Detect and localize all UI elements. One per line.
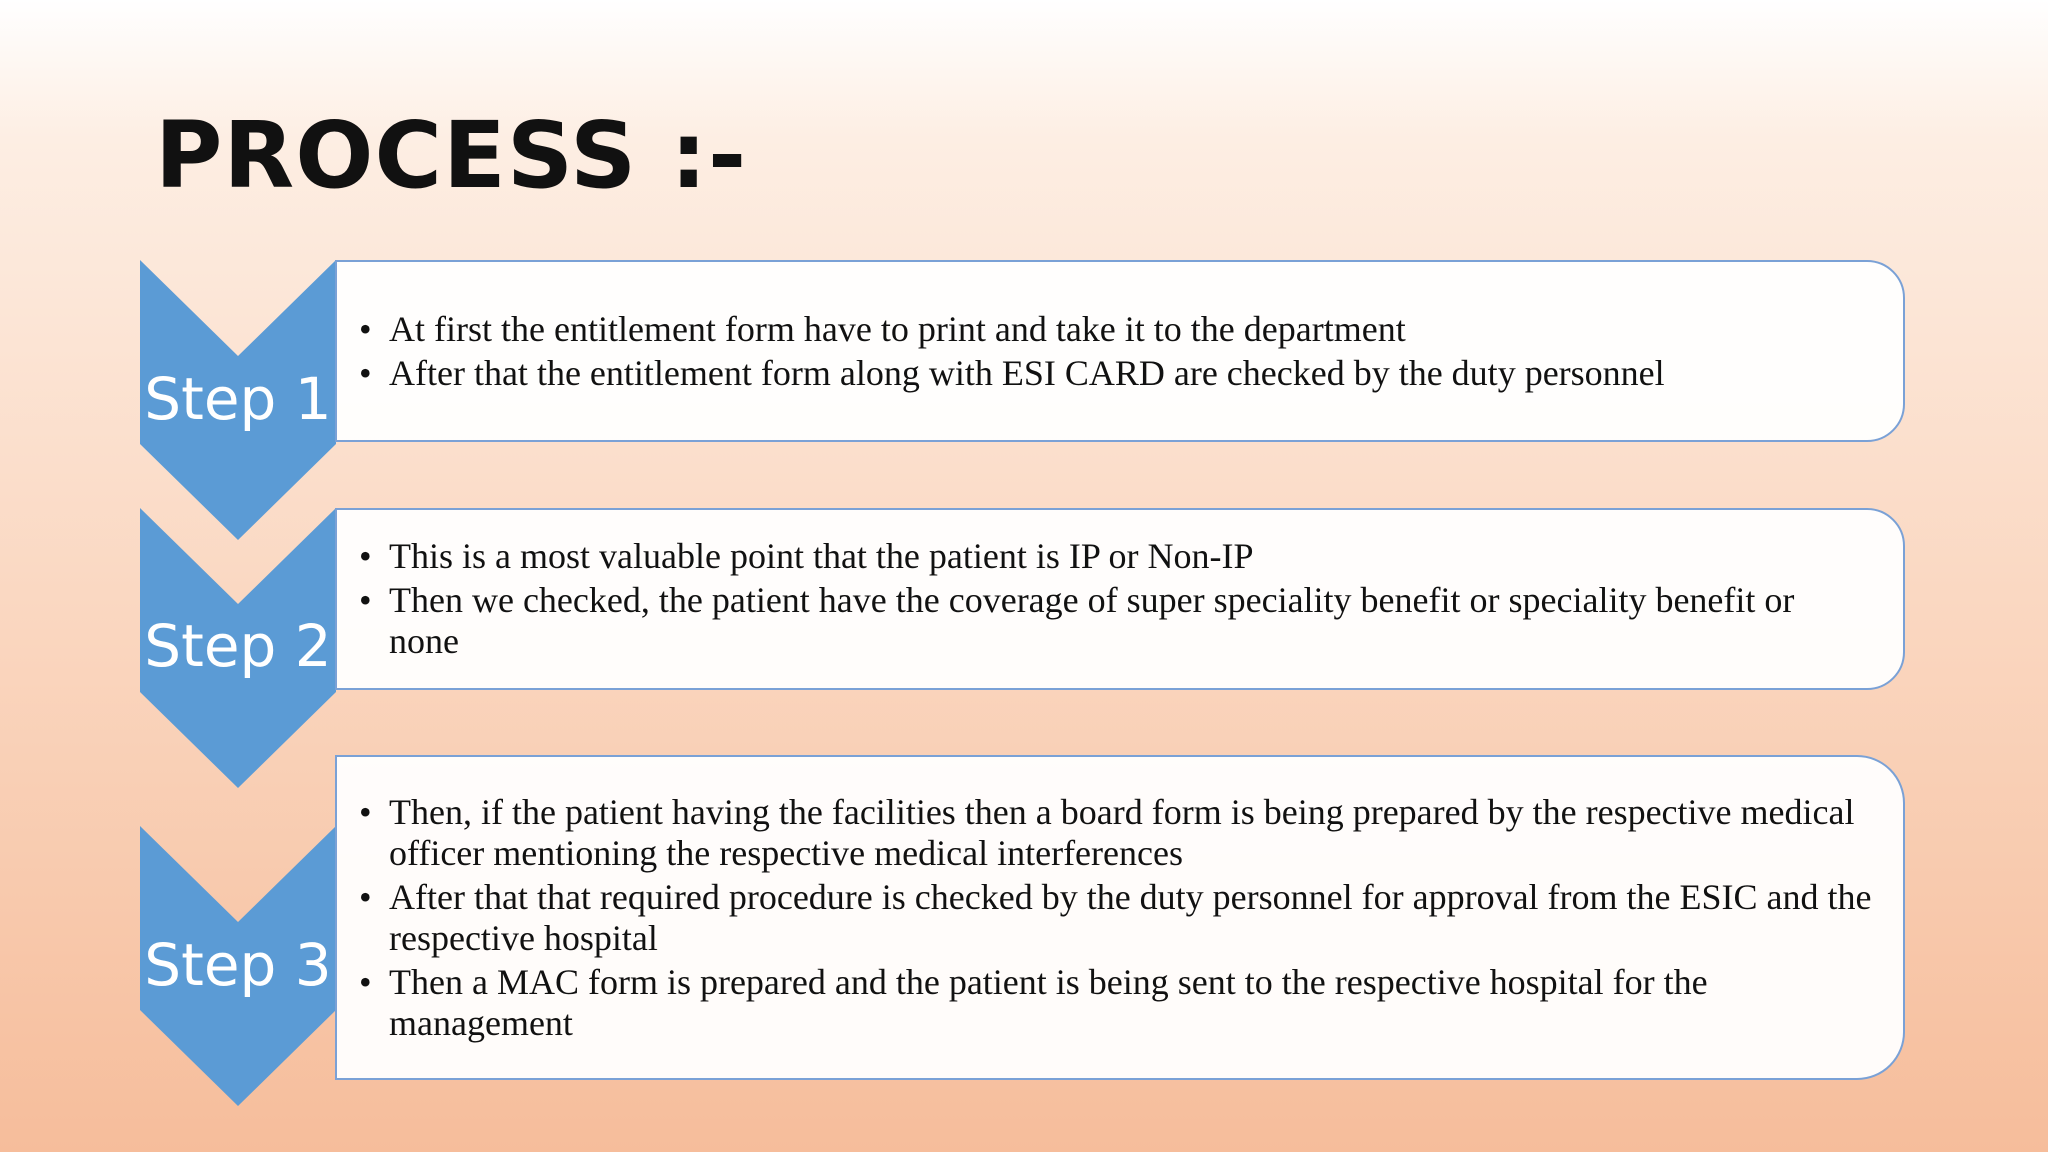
step-1-label: Step 1 <box>144 365 332 433</box>
step-1-box <box>335 260 1905 442</box>
step-3-label: Step 3 <box>144 931 332 999</box>
step-2-label: Step 2 <box>144 612 332 680</box>
step-2-box <box>335 508 1905 690</box>
step-2-bullet-1: • This is a most valuable point that the patient is IP or Non-IP <box>359 536 1873 577</box>
step-3-box <box>335 755 1905 1080</box>
step-2-bullet-list <box>359 533 1873 665</box>
step-3-bullet-1: • Then, if the patient having the facilities then a board form is being prepared by the respective medical officer mentioning the respective medical interferences <box>359 792 1873 874</box>
step-3-bullet-2: • After that that required procedure is checked by the duty personnel for approval from the ESIC and the respective hospital <box>359 877 1873 959</box>
step-3-bullet-3: • Then a MAC form is prepared and the patient is being sent to the respective hospital for the management <box>359 962 1873 1044</box>
step-1-bullet-2: • After that the entitlement form along with ESI CARD are checked by the duty personnel <box>359 353 1873 394</box>
step-2-bullet-2: • Then we checked, the patient have the coverage of super speciality benefit or speciality benefit or none <box>359 580 1873 662</box>
step-1-bullet-1: • At first the entitlement form have to print and take it to the department <box>359 309 1873 350</box>
step-1-bullet-list <box>359 306 1873 397</box>
step-3-bullet-list <box>359 789 1873 1047</box>
slide-title: PROCESS :- <box>155 102 748 209</box>
